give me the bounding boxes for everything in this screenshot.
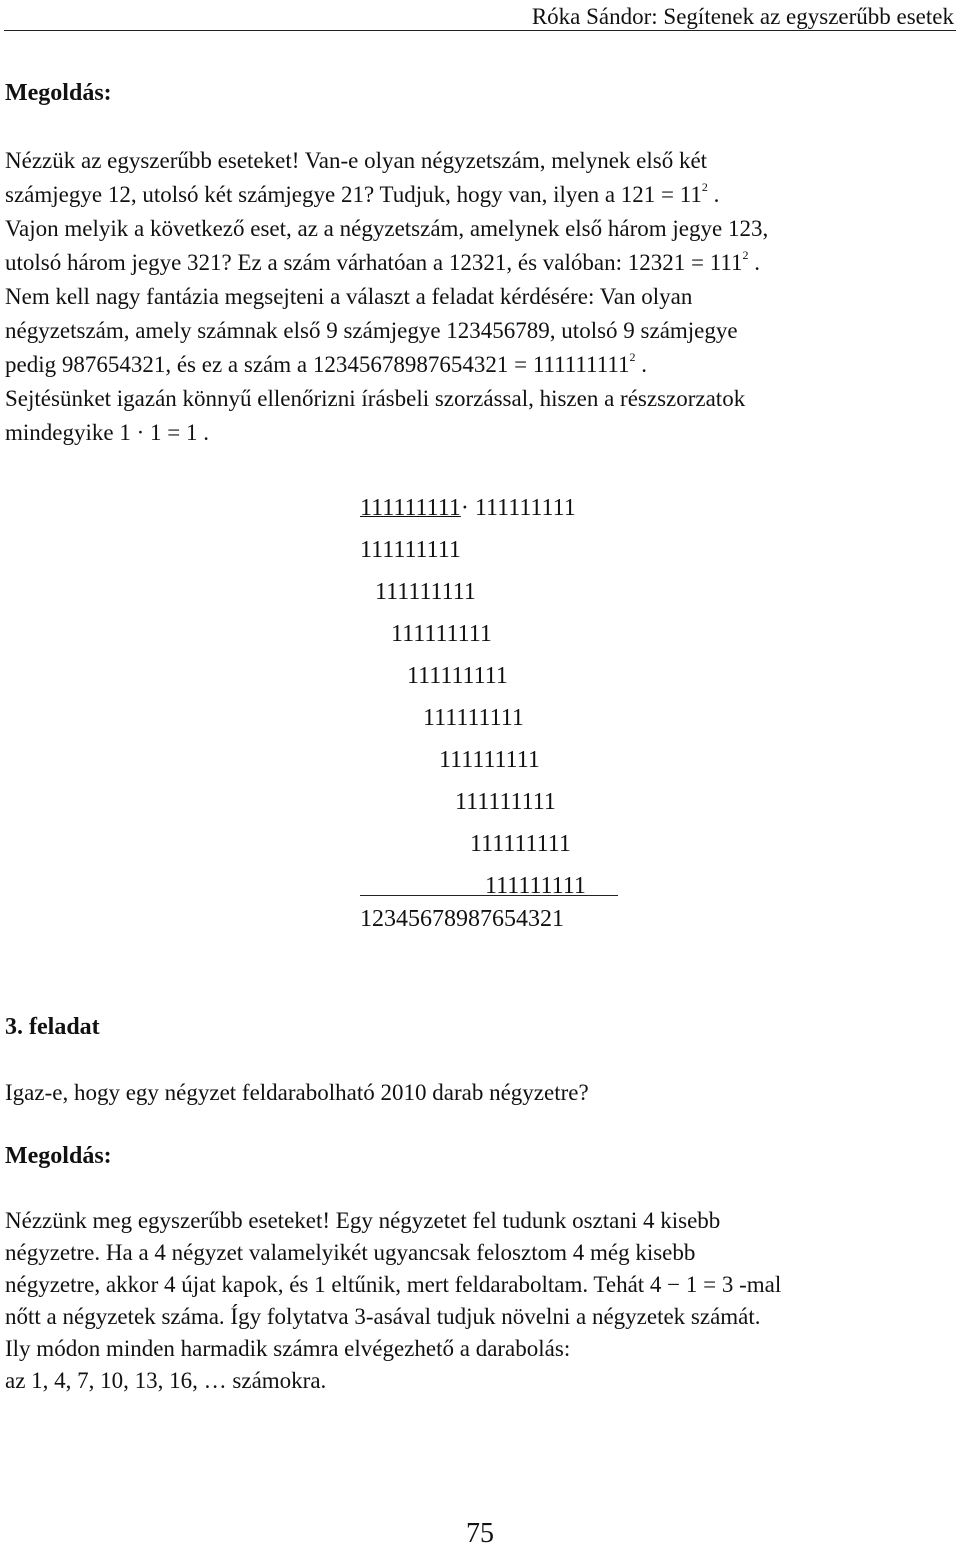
text-line: négyzetre, akkor 4 újat kapok, és 1 eltűnik, mert feldaraboltam. Tehát 4 − 1 = 3 -mal [5, 1272, 782, 1297]
multiplication-result: 12345678987654321 [360, 906, 564, 932]
text-line: Vajon melyik a következő eset, az a négyzetszám, amelynek első három jegye 123, [5, 216, 769, 241]
text-line: utolsó három jegye 321? Ez a szám várhatóan a 12321, és valóban: $12321 = 111^2$ . [5, 248, 760, 275]
text-line: nőtt a négyzetek száma. Így folytatva 3-asával tudjuk növelni a négyzetek számát. [5, 1304, 761, 1329]
text-line: pedig 987654321, és ez a szám a $12345678987654321 = 111111111^2$ . [5, 350, 647, 377]
text-line: Nézzünk meg egyszerűbb eseteket! Egy négyzetet fel tudunk osztani 4 kisebb [5, 1208, 721, 1233]
multiplication-factors [360, 487, 576, 529]
sum-rule [360, 895, 618, 896]
partial-product: 111111111 [485, 873, 586, 899]
partial-product: 111111111 [375, 579, 476, 605]
running-title: Róka Sándor: Segítenek az egyszerűbb esetek [531, 4, 954, 29]
solution-text [5, 144, 953, 450]
solution-heading: Megoldás: [5, 80, 112, 106]
partial-product: 111111111 [407, 663, 508, 689]
text-line: négyzetszám, amely számnak első 9 számjegye 123456789, utolsó 9 számjegye [5, 318, 738, 343]
text-line: mindegyike 1 · 1 = 1 . [5, 420, 209, 445]
multiply-dot: · [460, 495, 469, 521]
running-header [4, 0, 956, 31]
text-line: számjegye 12, utolsó két számjegye 21? Tudjuk, hogy van, ilyen a $121 = 11^2$ . [5, 180, 720, 207]
long-multiplication [360, 487, 586, 907]
task-question: Igaz-e, hogy egy négyzet feldarabolható 2010 darab négyzetre? [5, 1080, 589, 1105]
text-line: Nézzük az egyszerűbb eseteket! Van-e olyan négyzetszám, melynek első két [5, 148, 708, 173]
text-line: az 1, 4, 7, 10, 13, 16, … számokra. [5, 1368, 327, 1393]
text-line: Ily módon minden harmadik számra elvégezhető a darabolás: [5, 1336, 571, 1361]
solution-text-2 [5, 1205, 953, 1397]
partial-product: 111111111 [423, 705, 524, 731]
text-line: négyzetre. Ha a 4 négyzet valamelyikét ugyancsak felosztom 4 még kisebb [5, 1240, 696, 1265]
text-line: Sejtésünket igazán könnyű ellenőrizni írásbeli szorzással, hiszen a részszorzatok [5, 386, 746, 411]
partial-product: 111111111 [439, 747, 540, 773]
text-line: Nem kell nagy fantázia megsejteni a választ a feladat kérdésére: Van olyan [5, 284, 693, 309]
partial-product: 111111111 [455, 789, 556, 815]
partial-product: 111111111 [360, 537, 461, 563]
task-heading: 3. feladat [5, 1014, 100, 1040]
partial-product: 111111111 [470, 831, 571, 857]
solution-heading-2: Megoldás: [5, 1143, 112, 1169]
factor-b: 111111111 [474, 495, 576, 521]
factor-a: 111111111 [360, 495, 461, 521]
page-number: 75 [466, 1518, 494, 1549]
partial-product: 111111111 [391, 621, 492, 647]
